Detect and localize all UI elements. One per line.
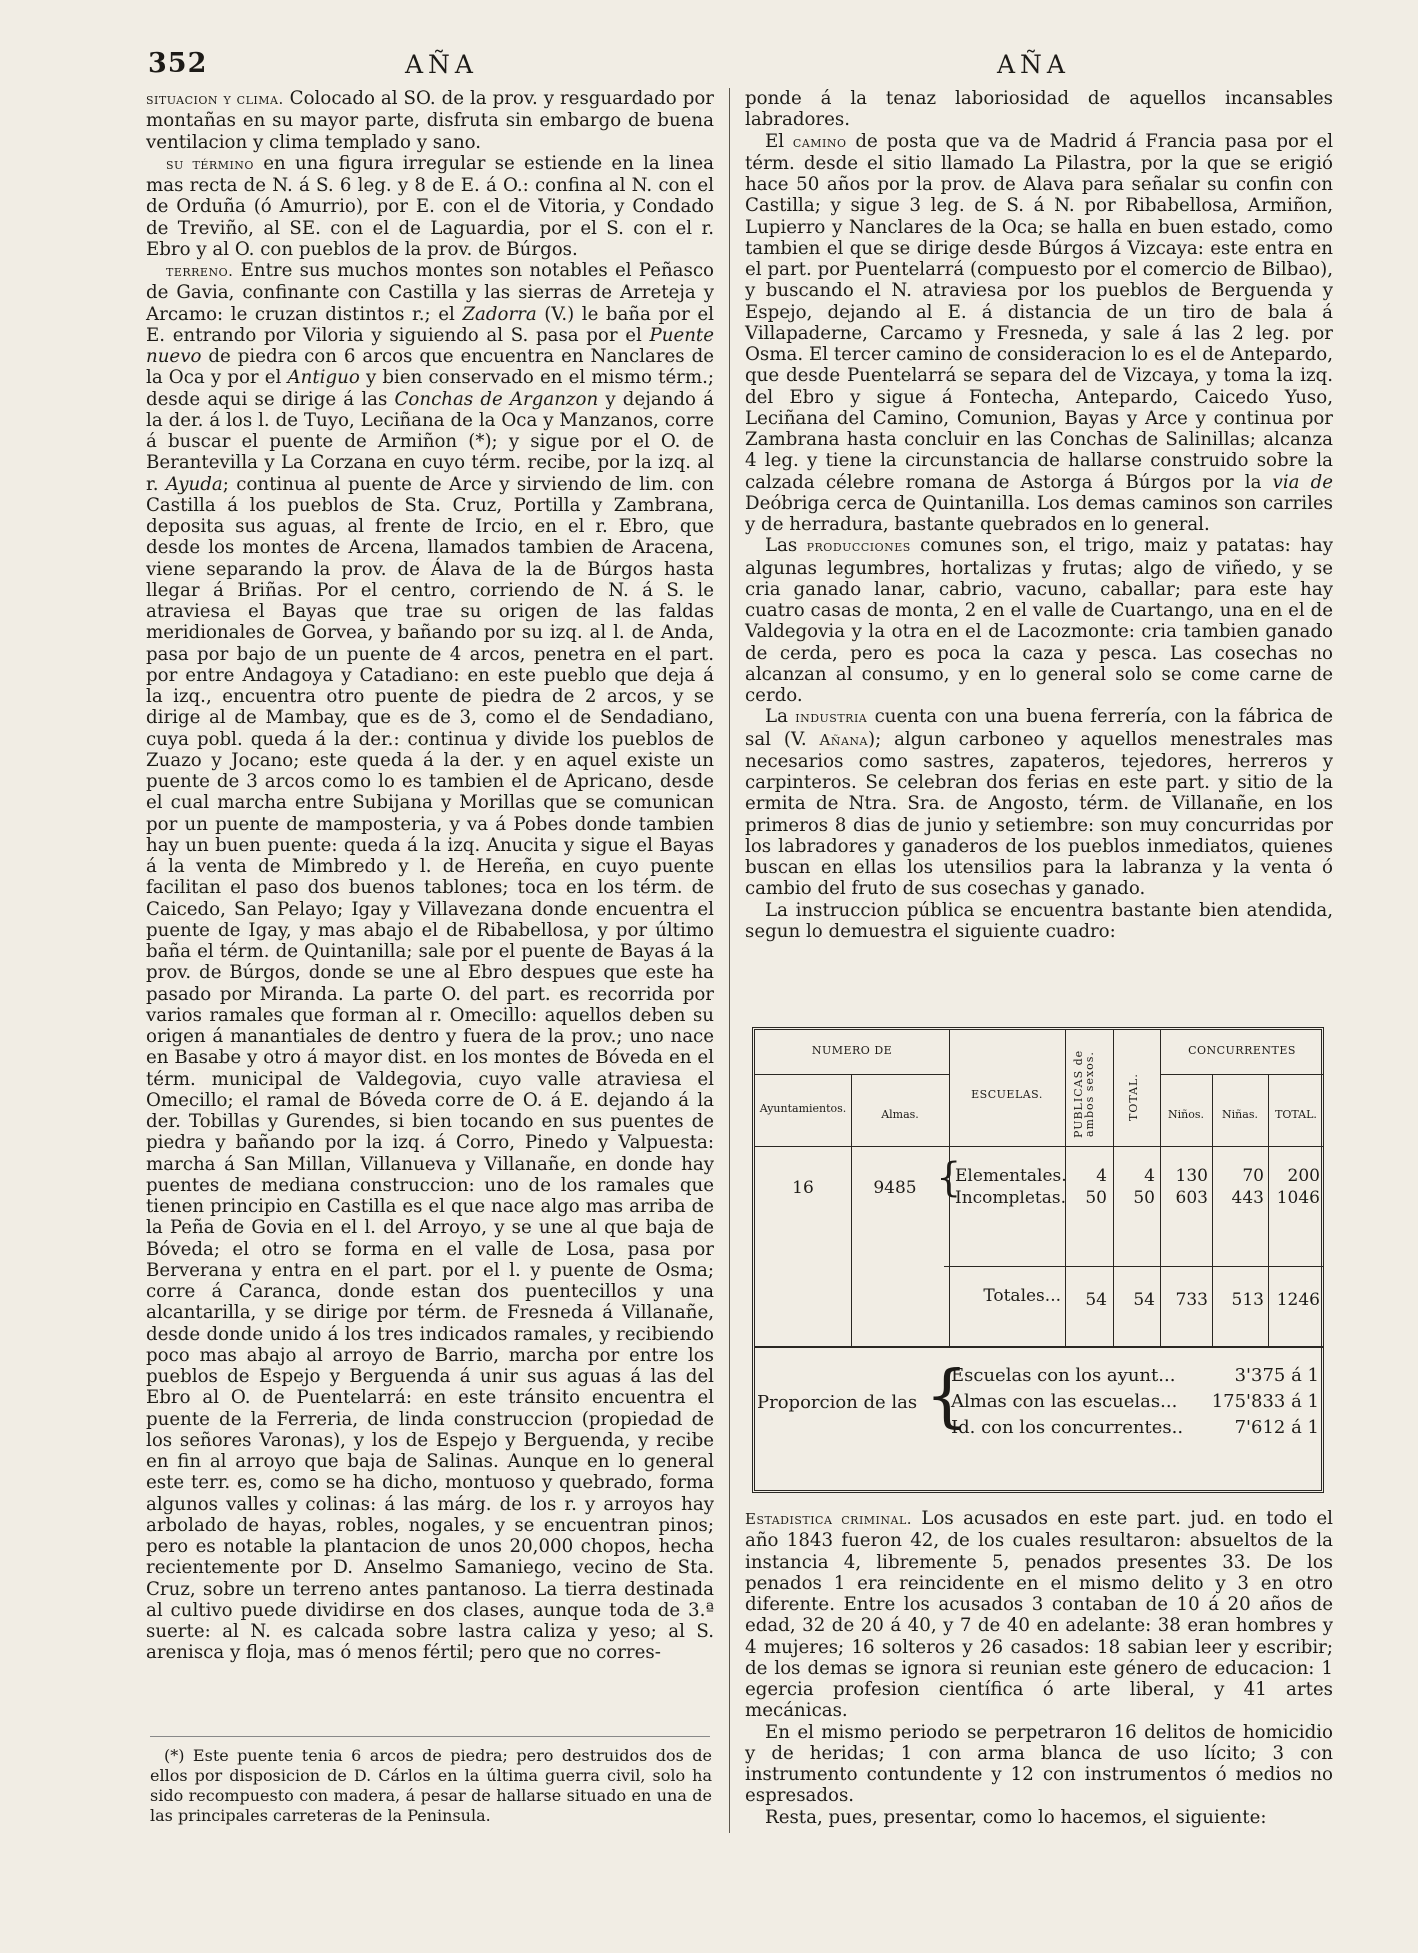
proporcion-label-escuelas: Escuelas con los ayunt...	[951, 1365, 1176, 1386]
table-rule	[755, 1346, 1324, 1348]
text-run: Deóbriga cerca de Quintanilla. Los demas caminos son carriles y de herradura, bastante quebrados en lo general.	[745, 492, 1333, 535]
cell-value: 443	[1231, 1188, 1264, 1208]
text-italic: via de	[1272, 471, 1334, 493]
section-label: su término	[166, 154, 254, 173]
left-column	[146, 88, 714, 1664]
brace: {	[925, 1357, 969, 1436]
cell-value: 50	[1133, 1188, 1155, 1208]
bridge-name: Puente nuevo	[146, 324, 714, 367]
header-total-concurrentes: TOTAL.	[1275, 1108, 1317, 1121]
closing-paragraph: Resta, pues, presentar, como lo hacemos, el siguiente:	[765, 1806, 1267, 1828]
footnote-text: (*) Este puente tenia 6 arcos de piedra; pero destruidos dos de ellos por disposicion de D. Cárlos en la última guerra civil, solo ha sido recompuesto con madera, á pesar de hallarse situado en una de las principales carreteras de la Peninsula.	[150, 1746, 712, 1825]
camino-paragraph	[745, 131, 1333, 536]
text-run: ); algun carboneo y aquellos menestrales mas necesarios como sastres, zapateros, tejedores, herreros y carpinteros. Se celebran dos ferias en este part. y sitio de la ermita de Ntra. Sra. de Angosto, térm. de Villanañe, en los primeros 8 dias de junio y setiembre: son muy concurridas por los labradores y ganaderos de los pueblos inmediatos, quienes buscan en ellas los utensilios para la labranza y la venta ó cambio del fruto de sus cosechas y ganado.	[745, 728, 1333, 900]
section-label: terreno.	[166, 262, 234, 280]
termino-paragraph	[146, 153, 714, 260]
text-run: cuenta con una buena ferrería, con la fábrica de sal (V.	[745, 706, 1333, 750]
header-ninos: Niños.	[1168, 1108, 1204, 1121]
education-statistics-table	[752, 1027, 1324, 1493]
text-run: y dejando á la der. á los l. de Tuyo, Leciñana de la Oca y Manzanos, corre á buscar el puente de Armiñon (*); y sigue por el O. de Berantevilla y La Corzana en cuyo térm. recibe, por la izq. al r.	[146, 388, 715, 495]
page-number: 352	[148, 48, 208, 79]
bridge-name: Antiguo	[287, 367, 360, 389]
header-concurrentes: CONCURRENTES	[1188, 1044, 1296, 1057]
instruccion-paragraph: La instruccion pública se encuentra bastante bien atendida, segun lo demuestra el siguiente cuadro:	[745, 899, 1333, 942]
header-numero: NUMERO DE	[811, 1044, 893, 1057]
place-name: Conchas de Arganzon	[394, 388, 599, 410]
terreno-paragraph	[146, 260, 714, 1664]
delitos-paragraph: En el mismo periodo se perpetraron 16 delitos de homicidio y de heridas; 1 con arma blanca de uso lícito; 3 con instrumento contundente y 12 con instrumentos ó medios no espresados.	[745, 1721, 1333, 1807]
text-run: El	[765, 130, 793, 152]
text-run: y bien conservado en el mismo térm.; desde aqui se dirige á las	[146, 367, 714, 410]
cell-almas: 9485	[873, 1178, 917, 1198]
proporcion-label-almas: Almas con las escuelas...	[951, 1391, 1178, 1412]
cell-value: 130	[1175, 1166, 1208, 1186]
section-label: producciones	[806, 537, 911, 556]
text-run: Las	[765, 535, 807, 557]
cell-value: 1246	[1276, 1290, 1320, 1310]
cell-value: 603	[1175, 1188, 1208, 1208]
cross-reference: Añana	[819, 730, 869, 749]
page-header	[0, 48, 1418, 82]
producciones-paragraph	[745, 535, 1333, 706]
section-label: Estadistica criminal.	[745, 1510, 913, 1528]
section-label: industria	[795, 708, 868, 727]
running-head-right: AÑA	[997, 50, 1070, 79]
cell-value: 733	[1175, 1290, 1208, 1310]
brace: {	[936, 1155, 962, 1201]
text-run: Entre sus muchos montes son notables el Peñasco de Gavia, confinante con Castilla y las sierras de Arreteja y Arcamo: le cruzan distintos r.; el	[146, 260, 714, 325]
footnote	[150, 1746, 712, 1826]
row-label-totales: Totales...	[983, 1286, 1061, 1306]
row-label-elementales: Elementales.	[955, 1166, 1067, 1186]
proporcion-value: 175'833 á 1	[1211, 1391, 1319, 1412]
running-head-left: AÑA	[405, 50, 478, 79]
header-escuelas: ESCUELAS.	[971, 1088, 1043, 1101]
header-total: TOTAL.	[1127, 1073, 1140, 1121]
section-label: camino	[792, 132, 847, 151]
header-almas: Almas.	[881, 1108, 919, 1121]
paragraph-text: en una figura irregular se estiende en la linea mas recta de N. á S. 6 leg. y 8 de E. á O.: confina al N. con el de Orduña (ó Amurrio), por E. con el de Vitoria, y Condado de Treviño, al SE. con el de Laguardia, por el S. con el r. Ebro y al O. con pueblos de la prov. de Búrgos.	[146, 152, 714, 260]
column-divider	[729, 88, 730, 1833]
right-column	[745, 88, 1333, 942]
cell-value: 54	[1085, 1290, 1107, 1310]
row-label-incompletas: Incompletas.	[955, 1188, 1067, 1208]
text-run: de posta que va de Madrid á Francia pasa por el térm. desde el sitio llamado La Pilastra, por la que se erigió hace 50 años por la prov. de Alava para señalar su confin con Castilla; y sigue 3 leg. de S. á N. por Ribabellosa, Armiñon, Lupierro y Nanclares de la Oca; se halla en buen estado, como tambien el que se dirige desde Búrgos á Vizcaya: este entra en el part. por Puentelarrá (compuesto por el comercio de Bilbao), y buscando el N. atraviesa por los pueblos de Berguenda y Espejo, dejando al E. á distancia de un tiro de bala á Villapaderne, Carcamo y Fresneda, y sale á las 2 leg. por Osma. El tercer camino de consideracion lo es el de Antepardo, que desde Puentelarrá se separa del de Vizcaya, y toma la izq. del Ebro y sigue á Fontecha, Antepardo, Caicedo Yuso, Leciñana del Camino, Comunion, Bayas y Arce y continua por Zambrana hasta concluir en las Conchas de Salinillas; alcanza 4 leg. y tiene la circunstancia de hallarse construido sobre la calzada célebre romana de Astorga á Búrgos por la	[745, 130, 1334, 493]
river-name: Zadorra	[462, 303, 537, 325]
proporcion-value: 3'375 á 1	[1234, 1365, 1319, 1386]
cell-value: 4	[1144, 1166, 1155, 1186]
proporcion-value: 7'612 á 1	[1234, 1417, 1319, 1438]
text-run: de piedra con 6 arcos que encuentra en Nanclares de la Oca y por el	[146, 346, 714, 389]
section-label: situacion y clima.	[146, 90, 284, 108]
paragraph-text: Colocado al SO. de la prov. y resguardado por montañas en su mayor parte, disfruta sin embargo de buena ventilacion y clima templado y sano.	[146, 88, 714, 153]
header-ayuntamientos: Ayuntamientos.	[759, 1102, 847, 1115]
cell-value: 4	[1096, 1166, 1107, 1186]
cell-value: 50	[1085, 1188, 1107, 1208]
text-run: comunes son, el trigo, maiz y patatas: hay algunas legumbres, hortalizas y frutas; algo de viñedo, y se cria ganado lanar, cabrio, vacuno, caballar; para este hay cuatro casas de monta, 2 en el valle de Cuartango, una en el de Valdegovia y la otra en el de Lacozmonte: cria tambien ganado de cerda, pero es poca la caza y pesca. Las cosechas no alcanzan al consumo, y en lo general solo se come carne de cerdo.	[745, 535, 1333, 706]
table-rule	[944, 1266, 1324, 1267]
header-ninas: Niñas.	[1222, 1108, 1258, 1121]
river-name: Ayuda	[165, 473, 223, 495]
cell-value: 200	[1287, 1166, 1320, 1186]
table-rule	[755, 1074, 949, 1075]
cell-value: 1046	[1276, 1188, 1320, 1208]
proporcion-label: Proporcion de las	[757, 1392, 918, 1413]
continuation-paragraph: ponde á la tenaz laboriosidad de aquellos incansables labradores.	[745, 88, 1333, 131]
right-column-lower	[745, 1508, 1333, 1828]
table-rule	[1160, 1074, 1324, 1075]
cell-value: 513	[1231, 1290, 1264, 1310]
cell-value: 54	[1133, 1290, 1155, 1310]
cell-ayuntamientos: 16	[792, 1178, 814, 1198]
estadistica-paragraph	[745, 1508, 1333, 1722]
industria-paragraph	[745, 706, 1333, 899]
text-run: (V.) le baña por el E. entrando por Viloria y siguiendo al S. pasa por el	[146, 303, 714, 346]
paragraph-text: Los acusados en este part. jud. en todo el año 1843 fueron 42, de los cuales resultaron: absueltos de la instancia 4, libremente 5, penados presentes 33. De los penados 1 era reincidente en el mismo delito y 3 en otro diferente. Entre los acusados 3 contaban de 10 á 20 años de edad, 32 de 20 á 40, y 7 de 40 en adelante: 38 eran hombres y 4 mujeres; 16 solteros y 26 casados: 18 sabian leer y escribir; de los demas se ignora si reunian este género de educacion: 1 egercia profesion científica ó arte liberal, y 41 artes mecánicas.	[745, 1508, 1333, 1722]
situacion-paragraph	[146, 88, 714, 153]
text-run: La	[765, 706, 796, 728]
footnote-rule	[150, 1736, 710, 1737]
table-rule	[755, 1146, 1324, 1147]
header-publicas: PUBLICAS de ambos sexos.	[1072, 1049, 1096, 1139]
proporcion-label-concurrentes: Id. con los concurrentes..	[951, 1417, 1184, 1438]
text-run: ; continua al puente de Arce y sirviendo de lim. con Castilla á los pueblos de Sta. Cruz, Portilla y Zambrana, deposita sus aguas, al frente de Ircio, en el r. Ebro, que desde los montes de Arcena, llamados tambien de Aracena, viene separando la prov. de Álava de la de Búrgos hasta llegar á Briñas. Por el centro, corriendo de N. á S. le atraviesa el Bayas que trae su origen de las faldas meridionales de Gorvea, y bañando por su izq. al l. de Anda, pasa por bajo de un puente de 4 arcos, penetra en el part. por entre Andagoya y Catadiano: en este pueblo que deja á la izq., encuentra otro puente de piedra de 2 arcos, y se dirige al de Mambay, que es de 3, como el de Sendadiano, cuya pobl. queda á la der.: continua y divide los pueblos de Zuazo y Jocano; este queda á la der. y en aquel existe un puente de 3 arcos como lo es tambien el de Apricano, desde el cual marcha entre Subijana y Morillas que se comunican por un puente de mamposteria, y va á Pobes donde tambien hay un buen puente: queda á la izq. Anucita y sigue el Bayas á la venta de Mimbredo y l. de Hereña, en cuyo puente facilitan el paso dos buenos tablones; toca en los térm. de Caicedo, San Pelayo; Igay y Villavezana donde encuentra el puente de Igay, y mas abajo el de Ribabellosa, y por último baña el térm. de Quintanilla; sale por el puente de Bayas á la prov. de Búrgos, donde se une al Ebro despues que este ha pasado por Miranda. La parte O. del part. es recorrida por varios ramales que forman al r. Omecillo: aquellos deben su origen á manantiales de dentro y fuera de la prov.; uno nace en Basabe y otro á mayor dist. en los montes de Bóveda en el térm. municipal de Valdegovia, cuyo valle atraviesa el Omecillo; el ramal de Bóveda corre de O. á E. dejando á la der. Tobillas y Gurendes, si bien tocando en sus puentes de piedra y bañando por la izq. á Corro, Pinedo y Valpuesta: marcha á San Millan, Villanueva y Villanañe, en donde hay puentes de mediana construccion: uno de los ramales que tienen principio en Castilla es el que nace algo mas arriba de la Peña de Govia en el l. del Arroyo, y se une al que baja de Bóveda; el otro se forma en el valle de Losa, pasa por Berverana y entra en el part. por el l. y puente de Osma; corre á Caranca, donde estan dos puentecillos y una alcantarilla, y se dirige por térm. de Fresneda á Villanañe, desde donde unido á los tres indicados ramales, y recibiendo poco mas abajo al arroyo de Barrio, marcha por entre los pueblos de Espejo y Berguenda á unir sus aguas á las del Ebro al O. de Puentelarrá: en este tránsito encuentra el puente de la Ferreria, de linda construccion (propiedad de los señores Varonas), y los de Espejo y Berguenda, y recibe en fin al arroyo que baja de Salinas. Aunque en lo general este terr. es, como se ha dicho, montuoso y quebrado, forma algunos valles y colinas: á las márg. de los r. y arroyos hay arbolado de hayas, robles, nogales, y se encuentran pinos; pero es notable la plantacion de unos 20,000 chopos, hecha recientemente por D. Anselmo Samaniego, vecino de Sta. Cruz, sobre un terreno antes pantanoso. La tierra destinada al cultivo puede dividirse en dos clases, aunque toda de 3.ª suerte: al N. es calcada sobre lastra caliza y yeso; al S. arenisca y floja, mas ó menos fértil; pero que no corres-	[146, 473, 714, 1664]
cell-value: 70	[1242, 1166, 1264, 1186]
